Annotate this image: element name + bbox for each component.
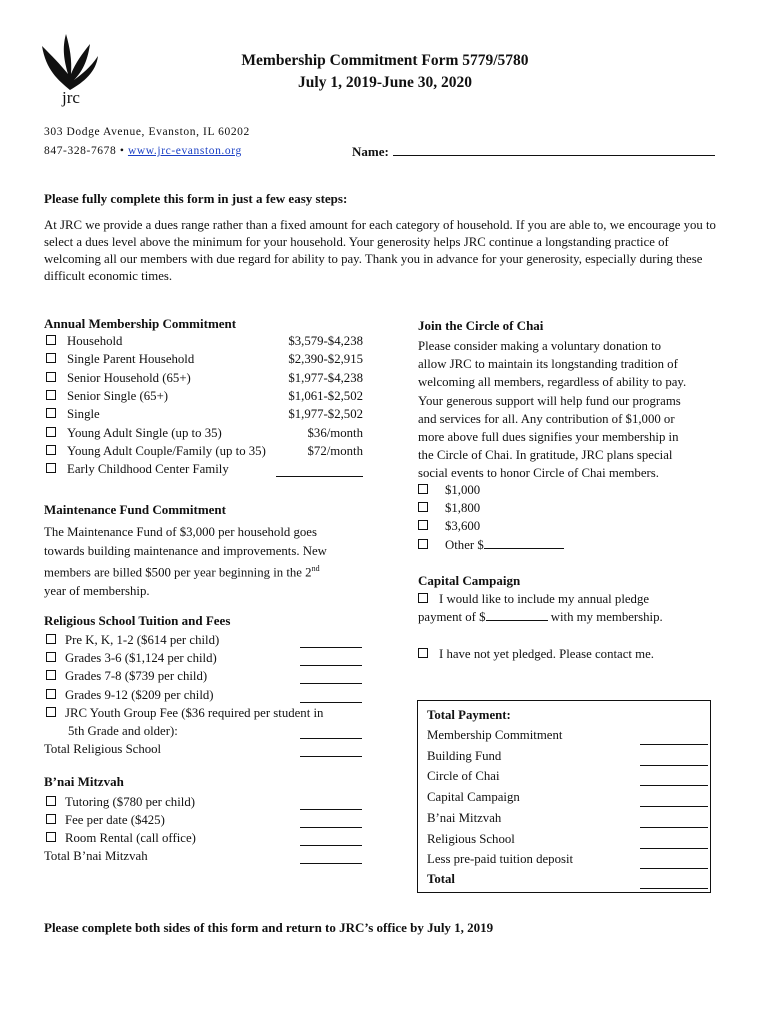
chai-text-line: more above full dues signifies your membership in — [418, 430, 679, 444]
logo-text: jrc — [62, 88, 80, 107]
religious-checkbox[interactable] — [46, 670, 56, 680]
religious-amount-blank[interactable] — [300, 636, 362, 648]
chai-heading: Join the Circle of Chai — [418, 318, 544, 333]
religious-option-label: Grades 3-6 ($1,124 per child) — [65, 651, 217, 666]
payment-row-label: Building Fund — [427, 748, 502, 763]
religious-amount-blank[interactable] — [300, 691, 362, 703]
pledge-amount-blank[interactable] — [486, 609, 548, 621]
payment-box — [417, 700, 711, 893]
annual-option-label: Senior Household (65+) — [67, 370, 191, 385]
chai-text-line: the Circle of Chai. In gratitude, JRC plans special — [418, 448, 673, 463]
maintenance-heading: Maintenance Fund Commitment — [44, 502, 226, 517]
chai-text-line: and services for all. Any contribution of $1,000 or — [418, 411, 675, 426]
chai-option[interactable] — [418, 536, 564, 554]
chai-other-blank[interactable] — [484, 537, 564, 549]
religious-option[interactable] — [46, 704, 323, 722]
ordinal-suffix: nd — [311, 564, 320, 573]
contact-line — [44, 145, 242, 157]
bnai-checkbox[interactable] — [46, 832, 56, 842]
payment-total-label: Total — [427, 872, 455, 886]
religious-checkbox[interactable] — [46, 652, 56, 662]
chai-option[interactable] — [418, 517, 480, 535]
chai-option[interactable] — [418, 499, 480, 517]
annual-option-label: Single Parent Household — [67, 352, 195, 367]
annual-amount-blank[interactable] — [276, 465, 363, 477]
annual-checkbox[interactable] — [46, 372, 56, 382]
payment-row-blank[interactable] — [640, 784, 708, 786]
total-religious-label: Total Religious School — [44, 742, 162, 756]
bnai-option[interactable] — [46, 829, 196, 847]
maintenance-line-2: towards building maintenance and improvements. New — [44, 543, 327, 558]
religious-heading: Religious School Tuition and Fees — [44, 613, 231, 628]
bnai-checkbox[interactable] — [46, 796, 56, 806]
payment-row-label: B’nai Mitzvah — [427, 810, 502, 825]
annual-option-label: Young Adult Single (up to 35) — [67, 425, 222, 440]
payment-row-label: Religious School — [427, 831, 515, 846]
annual-amount: $1,977-$2,502 — [288, 407, 363, 422]
youth-group-cont: 5th Grade and older): — [68, 724, 178, 738]
religious-checkbox[interactable] — [46, 634, 56, 644]
payment-row-blank[interactable] — [640, 847, 708, 849]
jrc-logo — [40, 30, 100, 110]
chai-text-line: allow JRC to maintain its longstanding tradition of — [418, 357, 678, 372]
maintenance-line-1: The Maintenance Fund of $3,000 per household goes — [44, 525, 317, 539]
religious-option[interactable] — [46, 686, 214, 704]
religious-option-label: JRC Youth Group Fee ($36 required per student in — [65, 705, 324, 720]
annual-option[interactable] — [46, 460, 229, 478]
name-blank[interactable] — [393, 144, 715, 156]
capital-pledge-label: I would like to include my annual pledge — [439, 592, 650, 606]
annual-checkbox[interactable] — [46, 353, 56, 363]
maintenance-line-3: members are billed $500 per year beginning in the 2 — [44, 565, 312, 580]
chai-checkbox[interactable] — [418, 484, 428, 494]
intro-heading: Please fully complete this form in just a few easy steps: — [44, 191, 348, 206]
annual-amount: $1,061-$2,502 — [288, 388, 363, 403]
bnai-heading: B’nai Mitzvah — [44, 774, 124, 789]
chai-text-line: welcoming all members, regardless of ability to pay. — [418, 375, 687, 390]
bnai-amount-blank[interactable] — [300, 798, 362, 810]
youth-group-blank[interactable] — [300, 727, 362, 739]
annual-option[interactable] — [46, 424, 222, 442]
bnai-option-label: Fee per date ($425) — [65, 813, 165, 828]
name-label: Name: — [352, 144, 389, 159]
religious-option-label: Grades 7-8 ($739 per child) — [65, 669, 208, 684]
chai-checkbox[interactable] — [418, 520, 428, 530]
religious-checkbox[interactable] — [46, 707, 56, 717]
bnai-amount-blank[interactable] — [300, 834, 362, 846]
payment-total-blank[interactable] — [640, 887, 708, 889]
religious-amount-blank[interactable] — [300, 672, 362, 684]
annual-option[interactable] — [46, 350, 194, 368]
intro-paragraph: At JRC we provide a dues range rather than a fixed amount for each category of household. If you are able to, we encourage you to select a dues level above the minimum for your household. Your generosity helps JRC continue a longstanding practice of welcoming all our members with due regard for ability to pay. Thank you in advance for your generosity, especially during these difficult economic times. — [44, 218, 716, 283]
religious-option-label: Grades 9-12 ($209 per child) — [65, 687, 214, 702]
payment-row-blank[interactable] — [640, 743, 708, 745]
not-pledged-option[interactable] — [418, 645, 654, 663]
chai-option[interactable] — [418, 481, 480, 499]
annual-heading: Annual Membership Commitment — [44, 316, 237, 331]
annual-option[interactable] — [46, 442, 266, 460]
name-field[interactable] — [352, 144, 715, 160]
website-link[interactable]: www.jrc-evanston.org — [127, 145, 242, 157]
religious-option[interactable] — [46, 631, 219, 649]
annual-amount: $1,977-$4,238 — [288, 370, 363, 385]
payment-row-blank[interactable] — [640, 764, 708, 766]
annual-checkbox[interactable] — [46, 408, 56, 418]
capital-pledge-line-2 — [418, 608, 663, 626]
religious-checkbox[interactable] — [46, 689, 56, 699]
religious-option[interactable] — [46, 649, 217, 667]
religious-option[interactable] — [46, 667, 207, 685]
total-bnai-label: Total B’nai Mitzvah — [44, 849, 148, 863]
annual-amount: $2,390-$2,915 — [288, 352, 363, 367]
annual-checkbox[interactable] — [46, 445, 56, 455]
address: 303 Dodge Avenue, Evanston, IL 60202 — [44, 126, 250, 138]
total-bnai-blank[interactable] — [300, 852, 362, 864]
annual-option-label: Young Adult Couple/Family (up to 35) — [67, 443, 266, 458]
form-date-range: July 1, 2019-June 30, 2020 — [298, 74, 472, 91]
bnai-option[interactable] — [46, 793, 195, 811]
payment-row-label: Membership Commitment — [427, 728, 563, 742]
not-pledged-checkbox[interactable] — [418, 648, 428, 658]
capital-pledge-checkbox[interactable] — [418, 593, 428, 603]
footer-note: Please complete both sides of this form and return to JRC’s office by July 1, 2019 — [44, 920, 494, 935]
chai-text-line: Your generous support will help fund our programs — [418, 393, 681, 408]
phone: 847-328-7678 • — [44, 145, 125, 157]
annual-checkbox[interactable] — [46, 427, 56, 437]
annual-option-label: Senior Single (65+) — [67, 388, 169, 403]
maintenance-text — [44, 523, 374, 600]
annual-option-label: Household — [67, 334, 123, 348]
maintenance-line-4: year of membership. — [44, 583, 150, 598]
form-title: Membership Commitment Form 5779/5780 — [241, 52, 529, 69]
bnai-amount-blank[interactable] — [300, 816, 362, 828]
payment-row-label: Less pre-paid tuition deposit — [427, 852, 574, 867]
not-pledged-label: I have not yet pledged. Please contact me. — [439, 647, 654, 661]
annual-amount: $36/month — [307, 425, 363, 440]
payment-heading: Total Payment: — [427, 708, 511, 722]
annual-option[interactable] — [46, 332, 122, 350]
annual-checkbox[interactable] — [46, 335, 56, 345]
annual-option[interactable] — [46, 369, 191, 387]
annual-option-label: Early Childhood Center Family — [67, 462, 229, 477]
pledge-amount-suffix: with my membership. — [550, 610, 663, 624]
annual-option-label: Single — [67, 407, 100, 422]
capital-pledge-option[interactable] — [418, 590, 649, 608]
chai-option-label: Other $ — [445, 537, 484, 552]
total-religious-blank[interactable] — [300, 745, 362, 757]
chai-checkbox[interactable] — [418, 502, 428, 512]
chai-option-label: $1,000 — [445, 483, 481, 497]
chai-option-label: $1,800 — [445, 501, 481, 516]
religious-option-label: Pre K, K, 1-2 ($614 per child) — [65, 633, 220, 647]
chai-text-line: Please consider making a voluntary donation to — [418, 339, 662, 353]
annual-checkbox[interactable] — [46, 390, 56, 400]
annual-option[interactable] — [46, 387, 168, 405]
chai-text-line: social events to honor Circle of Chai members. — [418, 466, 659, 481]
annual-amount: $72/month — [307, 443, 363, 458]
payment-row-blank[interactable] — [640, 826, 708, 828]
annual-checkbox[interactable] — [46, 463, 56, 473]
bnai-option-label: Tutoring ($780 per child) — [65, 795, 195, 809]
religious-amount-blank[interactable] — [300, 654, 362, 666]
bnai-option-label: Room Rental (call office) — [65, 831, 196, 846]
bnai-option[interactable] — [46, 811, 165, 829]
payment-row-label: Circle of Chai — [427, 769, 500, 784]
payment-row-label: Capital Campaign — [427, 790, 520, 805]
chai-checkbox[interactable] — [418, 539, 428, 549]
bnai-checkbox[interactable] — [46, 814, 56, 824]
annual-option[interactable] — [46, 405, 100, 423]
pledge-amount-prefix: payment of $ — [418, 610, 486, 624]
payment-row-blank[interactable] — [640, 867, 708, 869]
chai-option-label: $3,600 — [445, 519, 481, 534]
capital-heading: Capital Campaign — [418, 573, 521, 588]
payment-row-blank[interactable] — [640, 805, 708, 807]
annual-amount: $3,579-$4,238 — [288, 334, 363, 348]
